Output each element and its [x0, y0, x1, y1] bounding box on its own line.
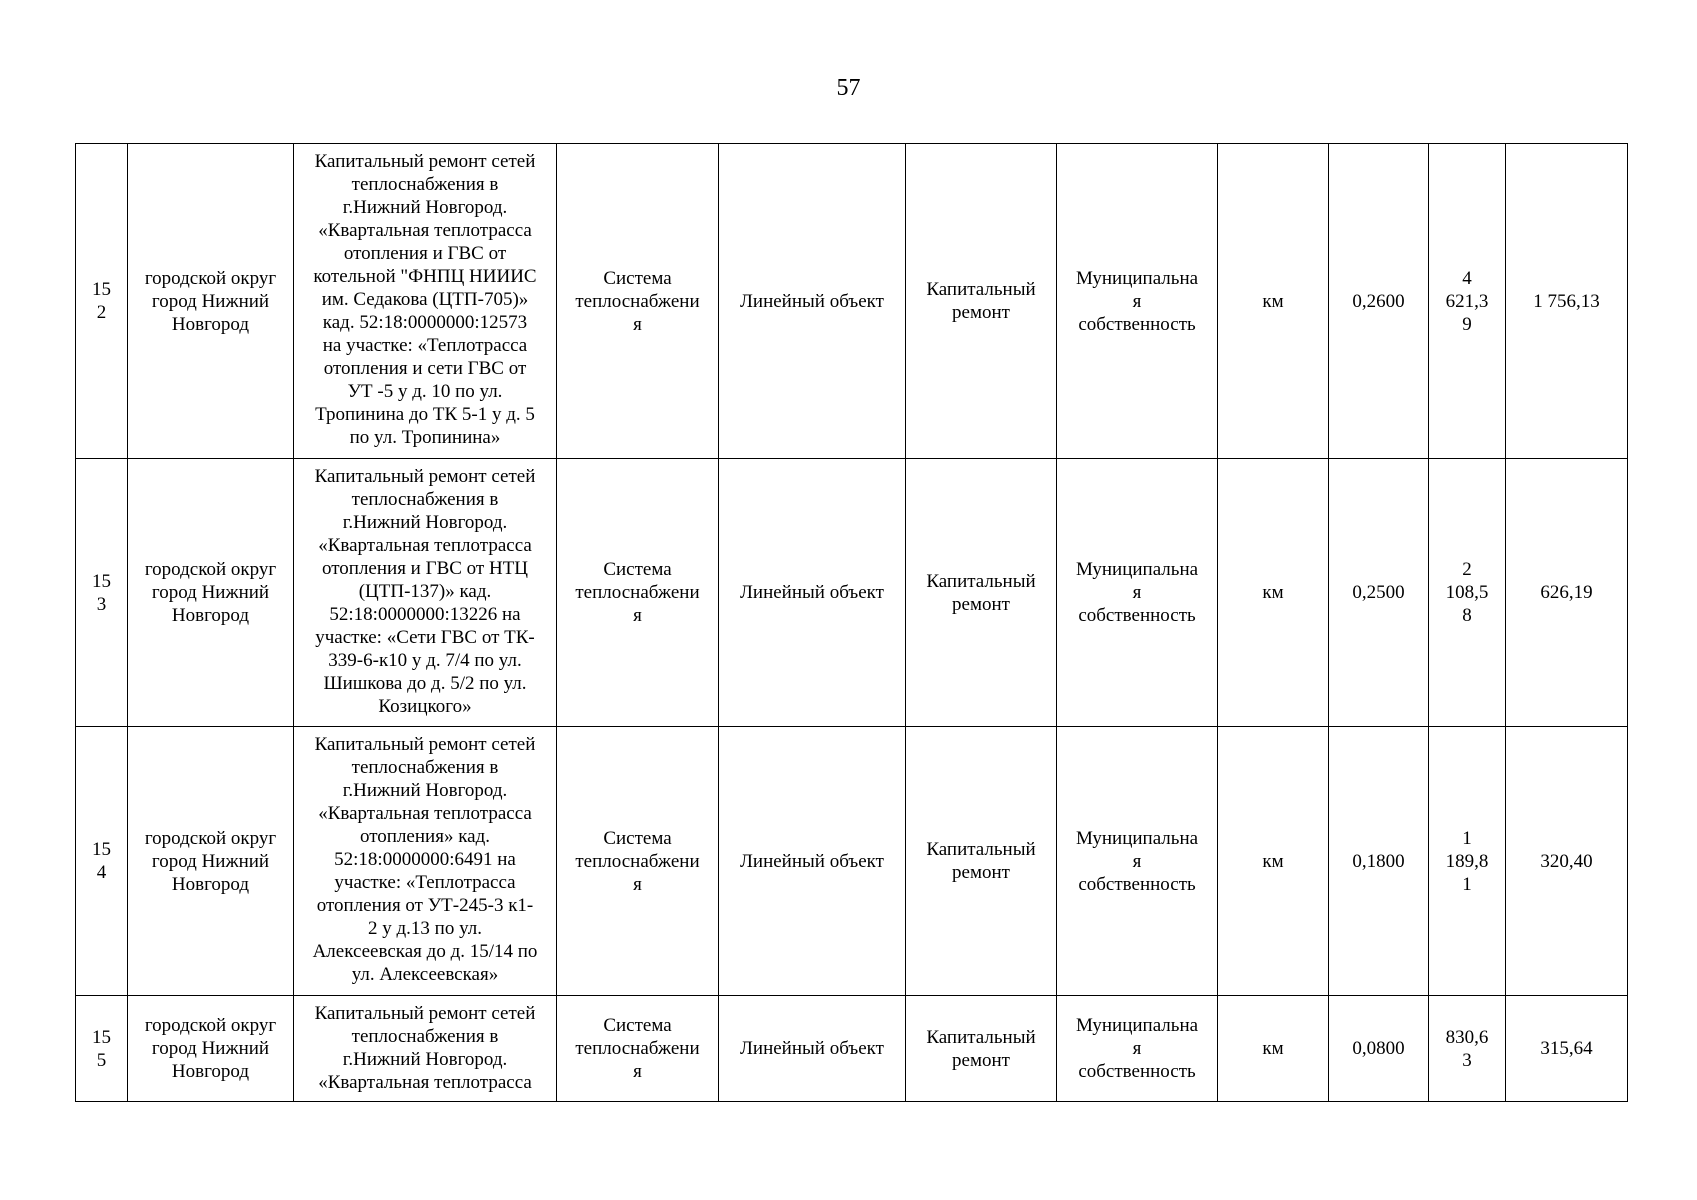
cell-line: Линейный объект — [740, 290, 884, 312]
cell-line: 4 — [1462, 267, 1472, 289]
table-row — [76, 727, 1628, 996]
cell-line: отопления» кад. — [359, 826, 490, 847]
cell-line: я — [633, 1061, 642, 1082]
object-type-cell — [719, 727, 906, 996]
work-type-cell — [906, 459, 1057, 727]
cell-line: городской округ — [144, 827, 277, 849]
cell-line: теплоснабжения в — [351, 1026, 499, 1047]
cell-line: «Квартальная теплотрасса — [318, 220, 532, 241]
cell-line: 0,1800 — [1352, 850, 1405, 872]
unit-cell — [1218, 144, 1329, 459]
cell-line: 3 — [96, 593, 107, 615]
cell-line: им. Седакова (ЦТП-705)» — [321, 289, 529, 310]
work-type-cell — [906, 996, 1057, 1102]
capacity-cell — [1329, 727, 1429, 996]
unit-cell — [1218, 459, 1329, 727]
unit-cell — [1218, 727, 1329, 996]
municipality-cell — [128, 996, 294, 1102]
cell-line: 315,64 — [1540, 1038, 1593, 1059]
row-number-cell — [76, 459, 128, 727]
cell-line: Система — [603, 267, 672, 289]
cell-line: я — [633, 605, 642, 626]
system-cell — [557, 996, 719, 1102]
cell-line: Капитальный — [926, 279, 1036, 300]
cell-line: Новгород — [171, 873, 250, 895]
cell-line: 52:18:0000000:13226 на — [329, 604, 521, 625]
cell-line: отопления и ГВС от — [343, 243, 507, 264]
cell-line: «Квартальная теплотрасса — [318, 535, 532, 556]
cell-line: 5 — [96, 1049, 107, 1071]
cell-line: 1 756,13 — [1533, 290, 1600, 312]
description-cell — [294, 459, 557, 727]
cell-line: км — [1262, 1038, 1284, 1059]
cell-line: Капитальный — [926, 570, 1036, 592]
row-number-cell — [76, 144, 128, 459]
cell-line: г.Нижний Новгород. — [342, 780, 508, 801]
cell-line: 15 — [92, 1026, 111, 1048]
cell-line: 8 — [1462, 605, 1472, 626]
capacity-cell — [1329, 144, 1429, 459]
unit-cell — [1218, 996, 1329, 1102]
cell-line: городской округ — [144, 1015, 277, 1036]
cell-line: г.Нижний Новгород. — [342, 512, 508, 533]
cell-line: 621,3 — [1445, 290, 1489, 312]
cell-line: 626,19 — [1540, 582, 1593, 603]
cell-line: Капитальный ремонт сетей — [314, 466, 536, 487]
cell-line: участке: «Сети ГВС от ТК- — [315, 627, 535, 648]
cell-line: 1 — [1462, 827, 1472, 849]
cell-line: (ЦТП-137)» кад. — [358, 581, 492, 602]
cell-line: Капитальный ремонт сетей — [314, 734, 536, 755]
object-type-cell — [719, 996, 906, 1102]
cell-line: ул. Алексеевская» — [351, 964, 499, 985]
municipality-cell — [128, 459, 294, 727]
capacity-cell — [1329, 459, 1429, 727]
cell-line: УТ -5 у д. 10 по ул. — [347, 381, 503, 402]
cell-line: Капитальный — [926, 839, 1036, 860]
cost-cell — [1429, 996, 1506, 1102]
cell-line: Новгород — [171, 313, 250, 335]
cell-line: г.Нижний Новгород. — [342, 1049, 508, 1070]
cell-line: 52:18:0000000:6491 на — [334, 849, 516, 870]
cell-line: городской округ — [144, 267, 277, 289]
cell-line: город Нижний — [151, 1038, 270, 1059]
description-cell — [294, 727, 557, 996]
total-cell — [1506, 996, 1628, 1102]
cost-cell — [1429, 459, 1506, 727]
cell-line: Линейный объект — [740, 1038, 884, 1059]
cell-line: ремонт — [952, 1049, 1010, 1071]
description-cell — [294, 996, 557, 1102]
ownership-cell — [1057, 996, 1218, 1102]
cell-line: собственность — [1078, 873, 1196, 895]
ownership-cell — [1057, 727, 1218, 996]
cell-line: Система — [603, 1015, 672, 1036]
description-cell — [294, 144, 557, 459]
ownership-cell — [1057, 144, 1218, 459]
cell-line: отопления от УТ-245-3 к1- — [316, 895, 534, 916]
cell-line: «Квартальная теплотрасса — [318, 803, 532, 824]
cell-line: Новгород — [171, 1061, 250, 1082]
cell-line: теплоснабжени — [575, 582, 700, 603]
cell-line: 0,2600 — [1352, 290, 1405, 312]
cell-line: я — [1132, 290, 1142, 312]
system-cell — [557, 144, 719, 459]
cell-line: Система — [603, 559, 672, 580]
cell-line: Новгород — [171, 605, 250, 626]
object-type-cell — [719, 144, 906, 459]
registry-table — [75, 143, 1628, 1102]
cell-line: собственность — [1078, 313, 1196, 335]
cell-line: 15 — [92, 839, 111, 860]
cell-line: Линейный объект — [740, 850, 884, 872]
row-number-cell — [76, 727, 128, 996]
system-cell — [557, 459, 719, 727]
ownership-cell — [1057, 459, 1218, 727]
cell-line: по ул. Тропинина» — [349, 427, 501, 448]
cell-line: на участке: «Теплотрасса — [322, 335, 528, 356]
system-cell — [557, 727, 719, 996]
cell-line: теплоснабжени — [575, 1038, 700, 1059]
object-type-cell — [719, 459, 906, 727]
cell-line: 2 у д.13 по ул. — [368, 918, 482, 939]
cell-line: 3 — [1462, 1049, 1472, 1071]
cell-line: я — [1132, 1038, 1142, 1059]
cost-cell — [1429, 144, 1506, 459]
table-row — [76, 144, 1628, 459]
cell-line: отопления и ГВС от НТЦ — [321, 558, 529, 579]
work-type-cell — [906, 727, 1057, 996]
cell-line: Тропинина до ТК 5-1 у д. 5 — [315, 404, 535, 425]
cell-line: теплоснабжения в — [351, 174, 499, 195]
cell-line: я — [1132, 582, 1142, 603]
cell-line: котельной "ФНПЦ НИИИС — [313, 266, 537, 287]
cell-line: Алексеевская до д. 15/14 по — [312, 941, 538, 962]
cell-line: Муниципальна — [1075, 267, 1199, 289]
cell-line: 2 — [96, 302, 107, 323]
total-cell — [1506, 144, 1628, 459]
cell-line: 830,6 — [1445, 1026, 1489, 1048]
cell-line: Система — [603, 827, 672, 849]
capacity-cell — [1329, 996, 1429, 1102]
cell-line: ремонт — [952, 302, 1010, 323]
table-row — [76, 996, 1628, 1102]
cell-line: 339-6-к10 у д. 7/4 по ул. — [328, 650, 522, 671]
cell-line: Капитальный ремонт сетей — [314, 151, 536, 172]
cell-line: я — [633, 313, 642, 335]
work-type-cell — [906, 144, 1057, 459]
cell-line: Муниципальна — [1075, 827, 1199, 849]
cell-line: 15 — [92, 279, 111, 300]
cell-line: Муниципальна — [1075, 1015, 1199, 1036]
cell-line: ремонт — [952, 862, 1010, 883]
cell-line: я — [1132, 850, 1142, 872]
municipality-cell — [128, 144, 294, 459]
cell-line: 1 — [1462, 873, 1472, 895]
cell-line: отопления и сети ГВС от — [323, 358, 527, 379]
total-cell — [1506, 459, 1628, 727]
cell-line: 15 — [92, 570, 111, 592]
cost-cell — [1429, 727, 1506, 996]
cell-line: город Нижний — [151, 290, 270, 312]
cell-line: кад. 52:18:0000000:12573 — [322, 312, 528, 333]
cell-line: теплоснабжения в — [351, 489, 499, 510]
cell-line: Шишкова до д. 5/2 по ул. — [323, 673, 527, 694]
cell-line: 0,2500 — [1352, 582, 1405, 603]
cell-line: город Нижний — [151, 582, 270, 603]
table-row — [76, 459, 1628, 727]
cell-line: Муниципальна — [1075, 559, 1199, 580]
cell-line: город Нижний — [151, 850, 270, 872]
cell-line: ремонт — [952, 593, 1010, 615]
cell-line: «Квартальная теплотрасса — [318, 1072, 532, 1093]
cell-line: км — [1262, 582, 1284, 603]
cell-line: 2 — [1462, 559, 1472, 580]
cell-line: 189,8 — [1445, 850, 1489, 872]
page-number: 57 — [836, 75, 861, 101]
cell-line: км — [1262, 850, 1284, 872]
cell-line: км — [1262, 290, 1284, 312]
cell-line: участке: «Теплотрасса — [334, 872, 516, 893]
cell-line: Капитальный — [926, 1026, 1036, 1048]
cell-line: собственность — [1078, 1061, 1196, 1082]
row-number-cell — [76, 996, 128, 1102]
cell-line: теплоснабжения в — [351, 757, 499, 778]
cell-line: Капитальный ремонт сетей — [314, 1003, 536, 1024]
cell-line: теплоснабжени — [575, 290, 700, 312]
cell-line: я — [633, 873, 642, 895]
cell-line: 108,5 — [1445, 582, 1489, 603]
cell-line: 4 — [96, 862, 107, 883]
cell-line: 320,40 — [1540, 850, 1593, 872]
cell-line: Линейный объект — [740, 582, 884, 603]
cell-line: Козицкого» — [378, 696, 472, 717]
cell-line: городской округ — [144, 559, 277, 580]
cell-line: г.Нижний Новгород. — [342, 197, 508, 218]
total-cell — [1506, 727, 1628, 996]
cell-line: 9 — [1462, 313, 1472, 335]
municipality-cell — [128, 727, 294, 996]
cell-line: собственность — [1078, 605, 1196, 626]
cell-line: теплоснабжени — [575, 850, 700, 872]
cell-line: 0,0800 — [1352, 1038, 1405, 1059]
